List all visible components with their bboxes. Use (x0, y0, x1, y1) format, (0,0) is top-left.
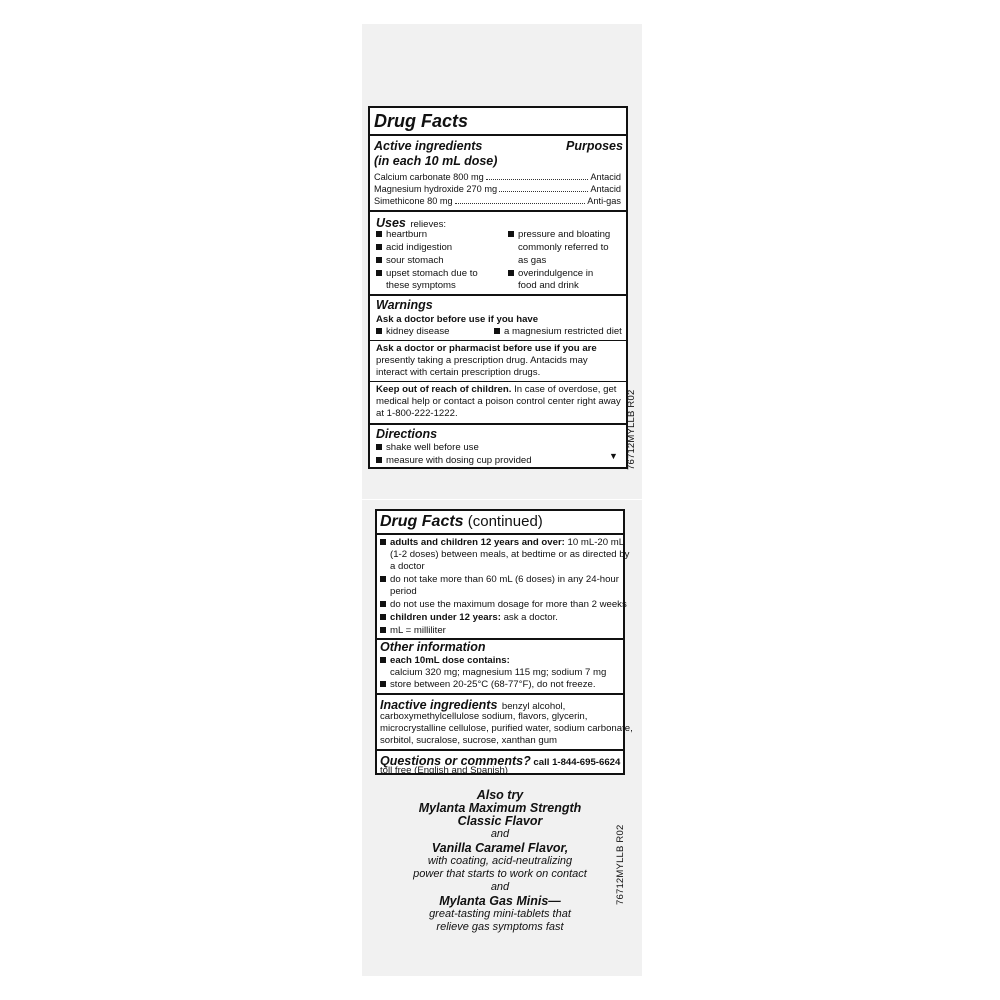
divider (377, 533, 623, 535)
keep-out-line: at 1-800-222-1222. (376, 408, 458, 419)
ingredient-row (374, 172, 621, 182)
pharmacist-line: interact with certain prescription drugs. (376, 367, 541, 378)
use-item-continued: commonly referred to (518, 242, 609, 253)
ingredient-purpose: Anti-gas (587, 196, 621, 206)
dosing-line: (1-2 doses) between meals, at bedtime or as directed by (390, 549, 630, 560)
uses-heading: Uses (376, 216, 406, 230)
promo-line: power that starts to work on contact (413, 868, 587, 880)
promo-line: relieve gas symptoms fast (436, 921, 564, 933)
inactive-line: sorbitol, sucralose, sucrose, xanthan gum (380, 735, 558, 746)
divider (370, 210, 626, 212)
drug-facts-continued-title: Drug Facts (continued) (380, 513, 543, 530)
ask-doctor-text: Ask a doctor before use if you have (376, 314, 539, 325)
ingredient-purpose: Antacid (590, 172, 621, 182)
promo-line: Mylanta Maximum Strength (418, 801, 582, 815)
bullet-icon (380, 627, 386, 633)
bullet-icon (508, 270, 514, 276)
inactive-line: microcrystalline cellulose, purified water, sodium carbonate, (380, 723, 633, 734)
divider (370, 340, 626, 341)
divider (370, 294, 626, 296)
questions-heading: Questions or comments? (380, 754, 531, 768)
ask-pharmacist-text: Ask a doctor or pharmacist before use if you are (376, 343, 597, 354)
inactive-heading: Inactive ingredients (380, 698, 498, 712)
promo-line: Also try (476, 788, 524, 802)
dosing-line: a doctor (390, 561, 425, 572)
dosing-item: do not use the maximum dosage for more than 2 weeks (380, 600, 627, 610)
ingredient-purpose: Antacid (590, 184, 621, 194)
purposes-heading: Purposes (566, 139, 623, 153)
keep-out-text: Keep out of reach of children. In case of overdose, get (376, 384, 617, 395)
bullet-icon (380, 657, 386, 663)
divider (370, 423, 626, 425)
use-item-continued: these symptoms (386, 280, 456, 291)
promo-line: and (490, 828, 510, 840)
bullet-icon (376, 231, 382, 237)
phone-number: call 1-844-695-6624 (530, 757, 621, 768)
pharmacist-line: presently taking a prescription drug. Antacids may (376, 355, 588, 366)
promo-line: Mylanta Gas Minis— (439, 894, 561, 908)
use-item: overindulgence in (508, 269, 593, 279)
bullet-icon (376, 328, 382, 334)
inactive-header: Inactive ingredients benzyl alcohol, (380, 698, 566, 712)
side-code: 76712MYLLB R02 (615, 824, 626, 905)
bullet-icon (508, 231, 514, 237)
bullet-icon (380, 576, 386, 582)
bullet-icon (376, 244, 382, 250)
warning-item: kidney disease (376, 327, 449, 337)
dosing-item: children under 12 years: ask a doctor. (380, 613, 558, 623)
promo-line: with coating, acid-neutralizing (427, 855, 573, 867)
dosing-item: do not take more than 60 mL (6 doses) in any 24-hour (380, 575, 619, 585)
bullet-icon (376, 457, 382, 463)
ingredient-name: Simethicone 80 mg (374, 196, 453, 206)
active-ingredients-subheading: (in each 10 mL dose) (374, 154, 498, 168)
warning-item: a magnesium restricted diet (494, 327, 622, 337)
ingredient-row (374, 184, 621, 194)
side-code: 76712MYLLB R02 (626, 389, 637, 470)
bullet-icon (380, 681, 386, 687)
other-info-line: calcium 320 mg; magnesium 115 mg; sodium 7 mg (390, 667, 607, 678)
promo-line: and (490, 881, 510, 893)
use-item: acid indigestion (376, 243, 452, 253)
use-item-continued: food and drink (518, 280, 579, 291)
use-item: upset stomach due to (376, 269, 478, 279)
other-info-item: each 10mL dose contains: (380, 656, 510, 666)
dosing-item: adults and children 12 years and over: 10 mL-20 mL (380, 538, 624, 548)
questions-line: toll free (English and Spanish) (380, 765, 508, 776)
use-item: heartburn (376, 230, 427, 240)
other-info-heading: Other information (380, 640, 486, 654)
promo-line: Vanilla Caramel Flavor, (431, 841, 569, 855)
ingredient-name: Magnesium hydroxide 270 mg (374, 184, 498, 194)
keep-out-line: medical help or contact a poison control center right away (376, 396, 621, 407)
direction-item: shake well before use (376, 443, 479, 453)
promo-line: great-tasting mini-tablets that (429, 908, 571, 920)
ingredient-name: Calcium carbonate 800 mg (374, 172, 484, 182)
divider (370, 381, 626, 382)
promo-line: Classic Flavor (457, 814, 543, 828)
active-ingredients-heading: Active ingredients (374, 139, 483, 153)
use-item-continued: as gas (518, 255, 547, 266)
divider (370, 134, 626, 136)
bullet-icon (380, 539, 386, 545)
continued-arrow-icon: ▼ (609, 451, 618, 461)
uses-intro: relieves: (410, 219, 447, 230)
bullet-icon (376, 444, 382, 450)
use-item: sour stomach (376, 256, 444, 266)
dosing-line: period (390, 586, 417, 597)
direction-item: measure with dosing cup provided (376, 456, 532, 466)
bullet-icon (380, 614, 386, 620)
dosing-item: mL = milliliter (380, 626, 446, 636)
bullet-icon (376, 270, 382, 276)
bullet-icon (376, 257, 382, 263)
divider (377, 749, 623, 751)
directions-heading: Directions (376, 427, 438, 441)
other-info-item: store between 20-25°C (68-77°F), do not freeze. (380, 680, 596, 690)
divider (377, 693, 623, 695)
inactive-line: carboxymethylcellulose sodium, flavors, glycerin, (380, 711, 588, 722)
drug-facts-title: Drug Facts (374, 111, 469, 131)
bullet-icon (380, 601, 386, 607)
use-item: pressure and bloating (508, 230, 610, 240)
bullet-icon (494, 328, 500, 334)
warnings-heading: Warnings (376, 298, 433, 312)
ingredient-row (374, 196, 621, 206)
